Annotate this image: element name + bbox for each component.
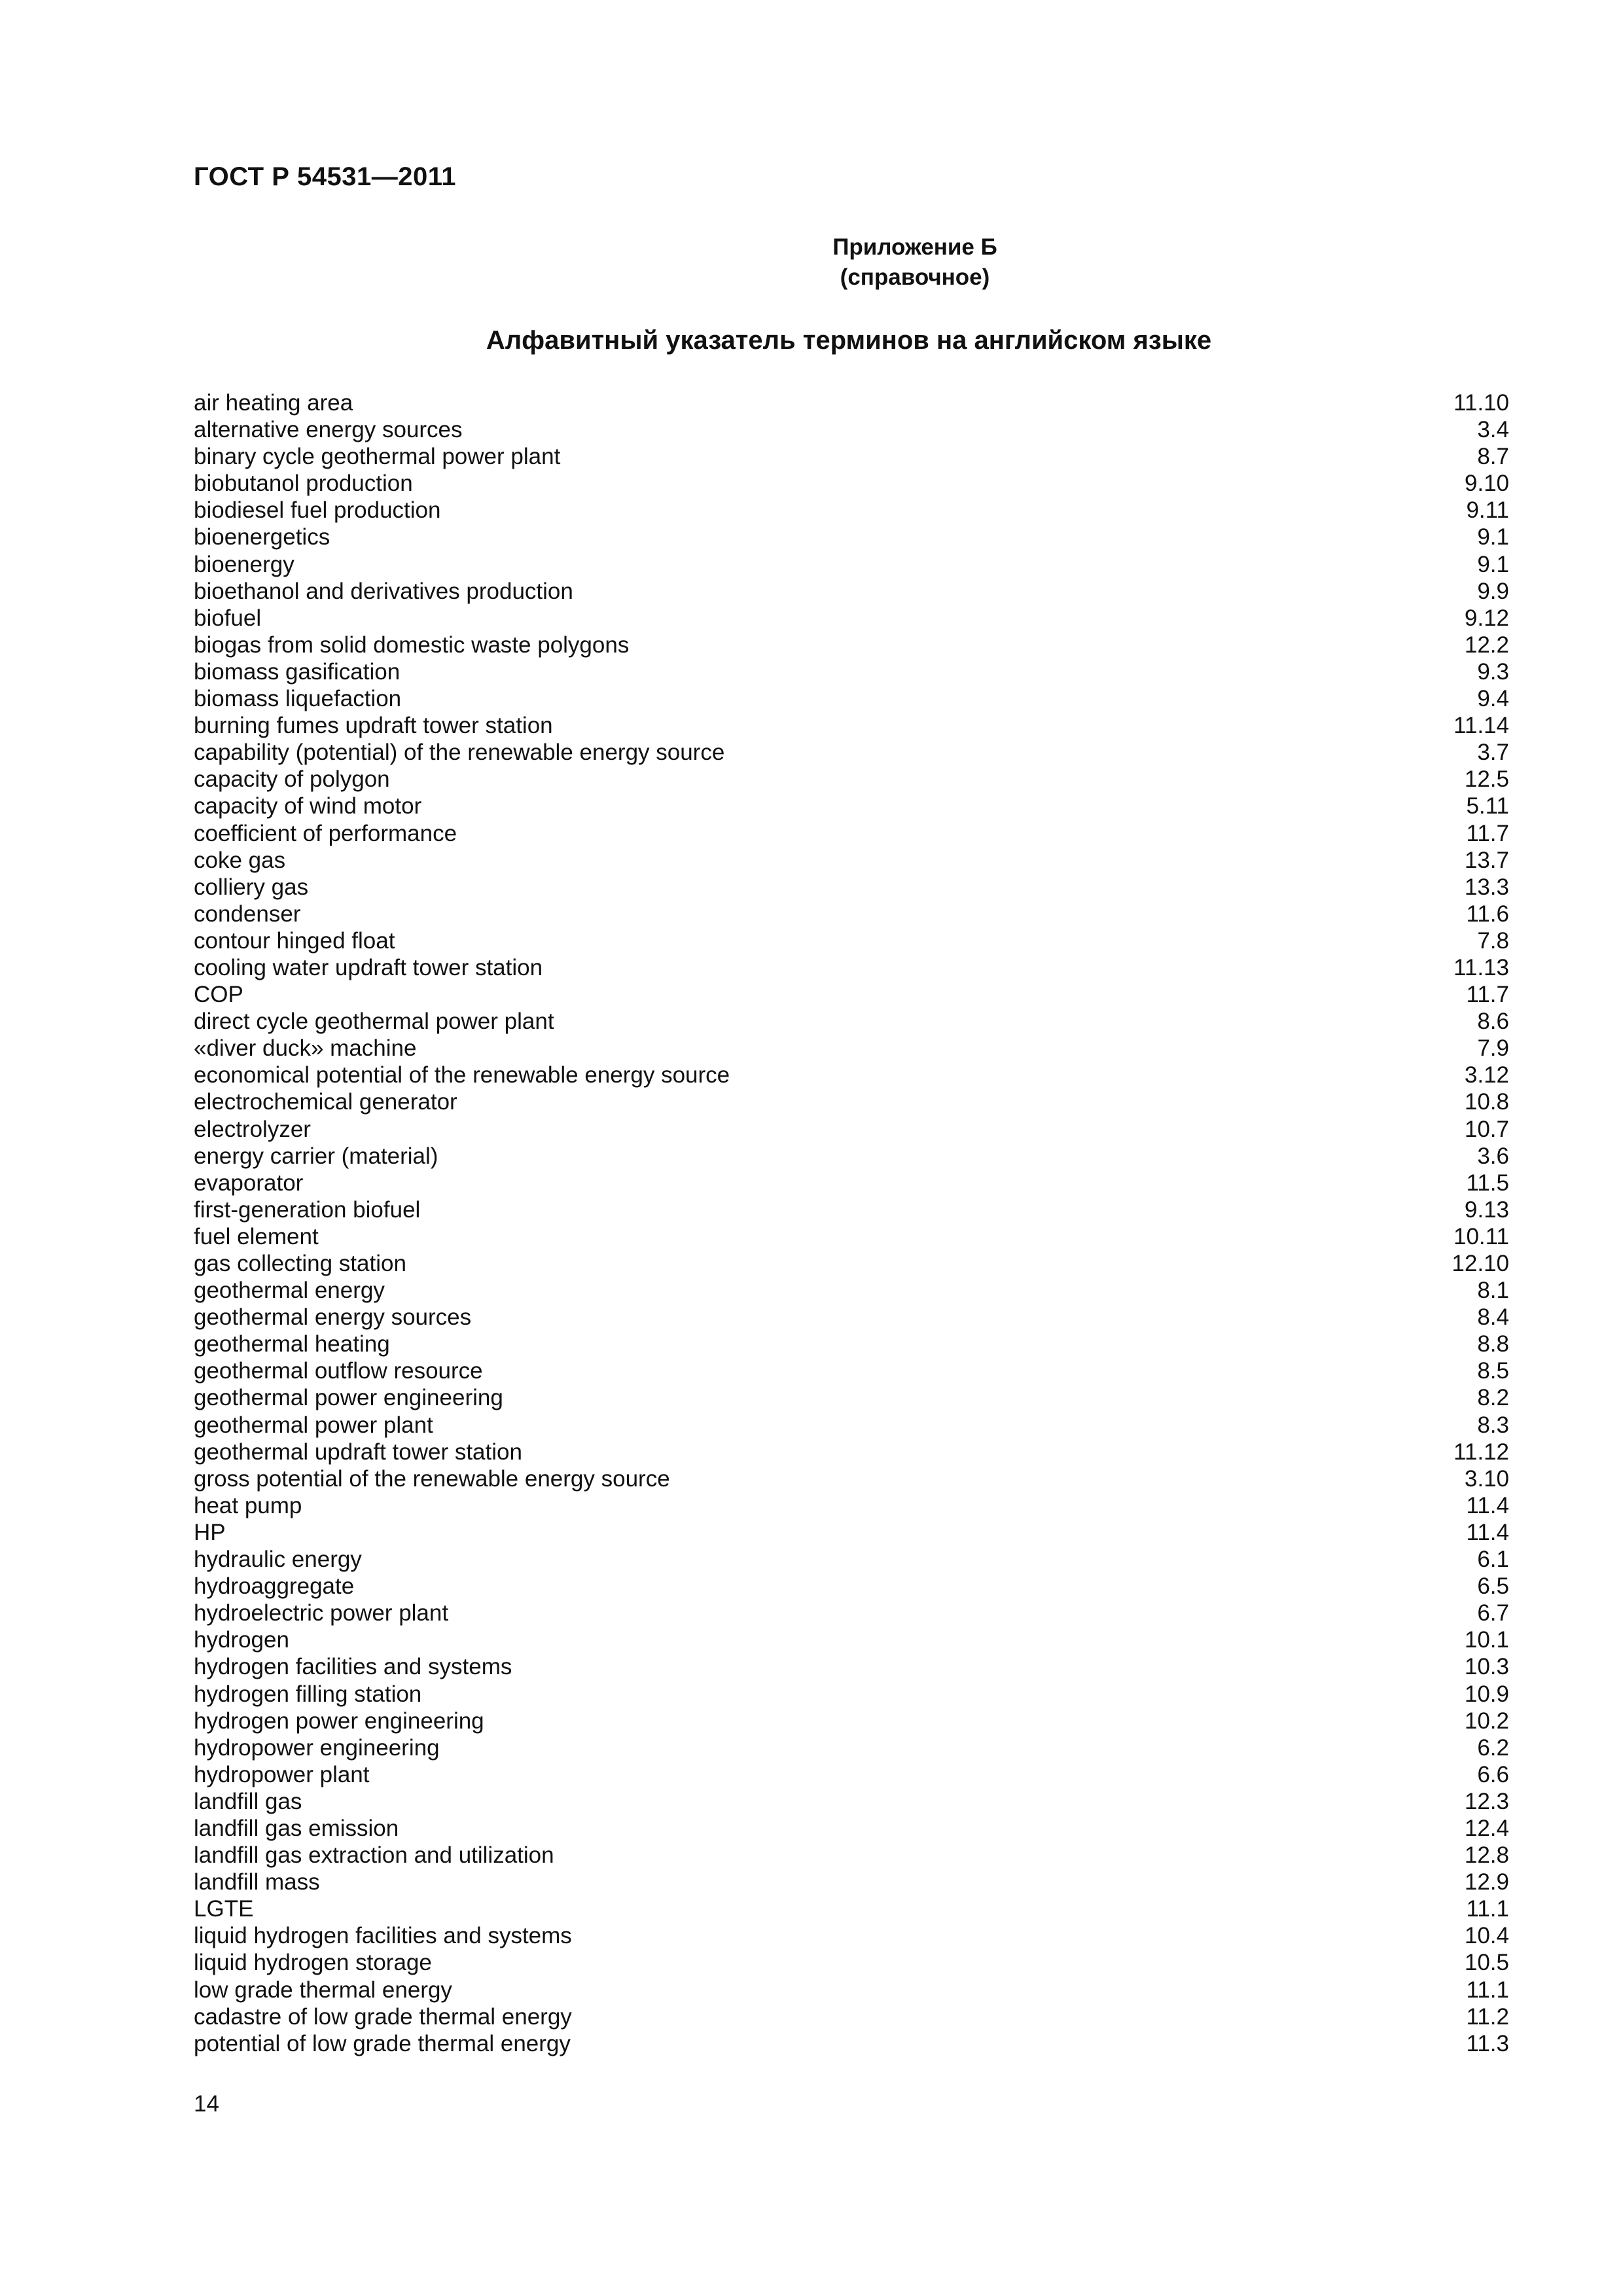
index-term: electrochemical generator [194, 1089, 457, 1115]
index-reference: 11.3 [1466, 2030, 1509, 2056]
index-term: potential of low grade thermal energy [194, 2030, 571, 2056]
index-reference: 9.4 [1477, 686, 1509, 712]
index-reference: 10.11 [1454, 1223, 1509, 1249]
index-reference: 10.7 [1464, 1116, 1509, 1142]
index-term: contour hinged float [194, 927, 395, 954]
index-term: geothermal energy [194, 1278, 385, 1304]
index-term: hydropower engineering [194, 1734, 440, 1761]
index-term: landfill gas extraction and utilization [194, 1842, 554, 1869]
index-entry [194, 793, 1509, 819]
index-entry [194, 658, 1509, 685]
index-entry [194, 1035, 1509, 1062]
index-entry [194, 1357, 1509, 1384]
index-term: gross potential of the renewable energy source [194, 1465, 670, 1492]
index-term: evaporator [194, 1170, 304, 1196]
index-entry [194, 981, 1509, 1008]
index-reference: 9.10 [1464, 471, 1509, 497]
index-term: low grade thermal energy [194, 1977, 452, 2003]
index-term: hydraulic energy [194, 1547, 362, 1573]
index-entry [194, 1546, 1509, 1573]
index-reference: 7.9 [1477, 1035, 1509, 1062]
term-index-list [194, 389, 1509, 2057]
index-reference: 11.6 [1466, 901, 1509, 927]
index-entry [194, 1223, 1509, 1250]
index-reference: 11.13 [1454, 954, 1509, 980]
index-reference: 12.2 [1464, 632, 1509, 658]
index-entry [194, 1304, 1509, 1331]
index-term: condenser [194, 901, 301, 927]
index-entry [194, 1384, 1509, 1411]
index-entry [194, 1170, 1509, 1196]
index-term: liquid hydrogen storage [194, 1950, 432, 1976]
index-reference: 13.7 [1464, 847, 1509, 873]
index-reference: 12.3 [1464, 1788, 1509, 1814]
index-reference: 10.9 [1464, 1681, 1509, 1707]
index-reference: 9.11 [1466, 497, 1509, 524]
index-term: COP [194, 982, 243, 1008]
index-term: first-generation biofuel [194, 1196, 421, 1223]
index-entry [194, 1331, 1509, 1357]
annex-title: Приложение Б [832, 234, 997, 260]
index-term: biomass gasification [194, 658, 401, 685]
index-entry [194, 1895, 1509, 1922]
index-reference: 9.1 [1477, 524, 1509, 550]
index-reference: 9.1 [1477, 551, 1509, 577]
index-entry [194, 1815, 1509, 1842]
index-term: biodiesel fuel production [194, 497, 441, 524]
index-reference: 8.7 [1477, 444, 1509, 470]
index-term: cooling water updraft tower station [194, 954, 543, 980]
index-term: fuel element [194, 1223, 319, 1249]
index-term: HP [194, 1519, 226, 1545]
index-reference: 11.14 [1454, 713, 1509, 739]
index-term: capacity of polygon [194, 766, 390, 793]
index-reference: 12.5 [1464, 766, 1509, 793]
index-entry [194, 470, 1509, 497]
index-term: hydropower plant [194, 1761, 370, 1787]
index-entry [194, 1573, 1509, 1600]
index-reference: 7.8 [1477, 927, 1509, 954]
index-title: Алфавитный указатель терминов на английском языке [486, 326, 1212, 355]
index-entry [194, 1842, 1509, 1869]
index-reference: 8.8 [1477, 1331, 1509, 1357]
index-reference: 3.6 [1477, 1143, 1509, 1169]
index-reference: 3.4 [1477, 417, 1509, 443]
index-reference: 12.8 [1464, 1842, 1509, 1869]
index-term: biogas from solid domestic waste polygons [194, 632, 630, 658]
index-entry [194, 1465, 1509, 1492]
index-entry [194, 1250, 1509, 1277]
index-entry [194, 497, 1509, 524]
index-term: geothermal energy sources [194, 1304, 472, 1331]
index-term: hydrogen filling station [194, 1681, 422, 1707]
index-entry [194, 1492, 1509, 1519]
index-reference: 3.7 [1477, 740, 1509, 766]
index-term: electrolyzer [194, 1116, 311, 1142]
index-reference: 11.4 [1466, 1492, 1509, 1518]
index-reference: 13.3 [1464, 874, 1509, 900]
index-entry [194, 685, 1509, 712]
index-reference: 6.2 [1477, 1734, 1509, 1761]
index-reference: 11.1 [1466, 1977, 1509, 2003]
index-reference: 3.12 [1464, 1062, 1509, 1088]
index-term: geothermal outflow resource [194, 1358, 483, 1384]
index-term: hydroelectric power plant [194, 1600, 449, 1626]
index-term: «diver duck» machine [194, 1035, 417, 1062]
index-term: colliery gas [194, 874, 309, 900]
index-term: hydrogen [194, 1627, 289, 1653]
index-entry [194, 1734, 1509, 1761]
index-entry [194, 1277, 1509, 1304]
index-entry [194, 1412, 1509, 1439]
index-reference: 12.4 [1464, 1815, 1509, 1841]
annex-heading [0, 232, 1623, 293]
index-term: bioethanol and derivatives production [194, 578, 573, 604]
index-entry [194, 739, 1509, 766]
index-reference: 12.10 [1452, 1251, 1509, 1276]
index-reference: 8.3 [1477, 1412, 1509, 1438]
index-entry [194, 416, 1509, 443]
index-reference: 5.11 [1466, 793, 1509, 819]
index-entry [194, 954, 1509, 981]
index-entry [194, 605, 1509, 632]
index-entry [194, 927, 1509, 954]
index-reference: 10.8 [1464, 1089, 1509, 1115]
index-entry [194, 1196, 1509, 1223]
index-term: landfill mass [194, 1869, 320, 1895]
index-entry [194, 1653, 1509, 1680]
index-reference: 6.5 [1477, 1573, 1509, 1600]
index-entry [194, 874, 1509, 901]
index-term: geothermal updraft tower station [194, 1439, 522, 1465]
index-reference: 11.1 [1466, 1896, 1509, 1922]
annex-subtitle: (справочное) [840, 264, 990, 290]
index-reference: 10.2 [1464, 1708, 1509, 1734]
index-entry [194, 820, 1509, 847]
index-entry [194, 551, 1509, 578]
index-entry [194, 1519, 1509, 1546]
index-entry [194, 1761, 1509, 1788]
index-reference: 8.4 [1477, 1304, 1509, 1331]
index-reference: 11.10 [1454, 390, 1509, 416]
index-reference: 11.12 [1454, 1439, 1509, 1465]
index-term: bioenergetics [194, 524, 330, 550]
index-entry [194, 901, 1509, 927]
page-number: 14 [194, 2091, 219, 2117]
index-term: landfill gas emission [194, 1815, 399, 1841]
index-term: alternative energy sources [194, 417, 463, 443]
index-entry [194, 1788, 1509, 1815]
index-entry [194, 847, 1509, 874]
index-entry [194, 712, 1509, 739]
index-term: geothermal power engineering [194, 1385, 503, 1411]
index-entry [194, 1088, 1509, 1115]
index-reference: 10.3 [1464, 1654, 1509, 1680]
index-term: binary cycle geothermal power plant [194, 444, 561, 470]
index-reference: 11.7 [1466, 982, 1509, 1008]
index-entry [194, 2030, 1509, 2057]
index-term: direct cycle geothermal power plant [194, 1009, 554, 1035]
index-entry [194, 389, 1509, 416]
index-reference: 8.2 [1477, 1385, 1509, 1411]
index-entry [194, 1869, 1509, 1895]
index-term: hydrogen power engineering [194, 1708, 484, 1734]
index-term: biobutanol production [194, 471, 413, 497]
index-entry [194, 1008, 1509, 1035]
index-term: air heating area [194, 390, 353, 416]
index-reference: 9.12 [1464, 605, 1509, 631]
index-reference: 8.1 [1477, 1278, 1509, 1304]
index-term: gas collecting station [194, 1251, 406, 1276]
index-entry [194, 1439, 1509, 1465]
index-term: coefficient of performance [194, 820, 457, 846]
index-term: hydrogen facilities and systems [194, 1654, 512, 1680]
index-term: cadastre of low grade thermal energy [194, 2003, 572, 2030]
index-entry [194, 1143, 1509, 1170]
index-reference: 9.3 [1477, 658, 1509, 685]
index-entry [194, 766, 1509, 793]
index-entry [194, 578, 1509, 605]
index-reference: 11.2 [1466, 2003, 1509, 2030]
index-entry [194, 1626, 1509, 1653]
index-term: biomass liquefaction [194, 686, 402, 712]
index-entry [194, 1977, 1509, 2003]
index-reference: 9.9 [1477, 578, 1509, 604]
index-term: geothermal power plant [194, 1412, 433, 1438]
index-term: burning fumes updraft tower station [194, 713, 553, 739]
index-reference: 11.5 [1466, 1170, 1509, 1196]
index-entry [194, 524, 1509, 550]
index-reference: 8.6 [1477, 1009, 1509, 1035]
index-entry [194, 1062, 1509, 1088]
index-entry [194, 1116, 1509, 1143]
index-term: biofuel [194, 605, 262, 631]
index-term: geothermal heating [194, 1331, 390, 1357]
index-reference: 10.5 [1464, 1950, 1509, 1976]
index-entry [194, 1708, 1509, 1734]
index-term: liquid hydrogen facilities and systems [194, 1923, 572, 1949]
index-reference: 10.1 [1464, 1627, 1509, 1653]
index-reference: 10.4 [1464, 1923, 1509, 1949]
index-term: heat pump [194, 1492, 302, 1518]
index-term: LGTE [194, 1896, 254, 1922]
index-reference: 6.1 [1477, 1547, 1509, 1573]
index-entry [194, 443, 1509, 470]
index-reference: 8.5 [1477, 1358, 1509, 1384]
index-entry [194, 1922, 1509, 1949]
index-entry [194, 632, 1509, 658]
index-term: hydroaggregate [194, 1573, 355, 1600]
index-entry [194, 1600, 1509, 1626]
index-reference: 9.13 [1464, 1196, 1509, 1223]
index-reference: 3.10 [1464, 1465, 1509, 1492]
index-term: coke gas [194, 847, 286, 873]
index-reference: 6.6 [1477, 1761, 1509, 1787]
index-term: bioenergy [194, 551, 294, 577]
index-entry [194, 2003, 1509, 2030]
index-entry [194, 1681, 1509, 1708]
index-reference: 11.4 [1466, 1519, 1509, 1545]
document-standard-header: ГОСТ Р 54531—2011 [194, 162, 456, 191]
index-term: economical potential of the renewable energy source [194, 1062, 730, 1088]
index-reference: 6.7 [1477, 1600, 1509, 1626]
index-reference: 12.9 [1464, 1869, 1509, 1895]
index-term: capability (potential) of the renewable energy source [194, 740, 725, 766]
index-term: capacity of wind motor [194, 793, 422, 819]
index-term: landfill gas [194, 1788, 302, 1814]
index-entry [194, 1949, 1509, 1976]
index-term: energy carrier (material) [194, 1143, 438, 1169]
index-reference: 11.7 [1466, 820, 1509, 846]
